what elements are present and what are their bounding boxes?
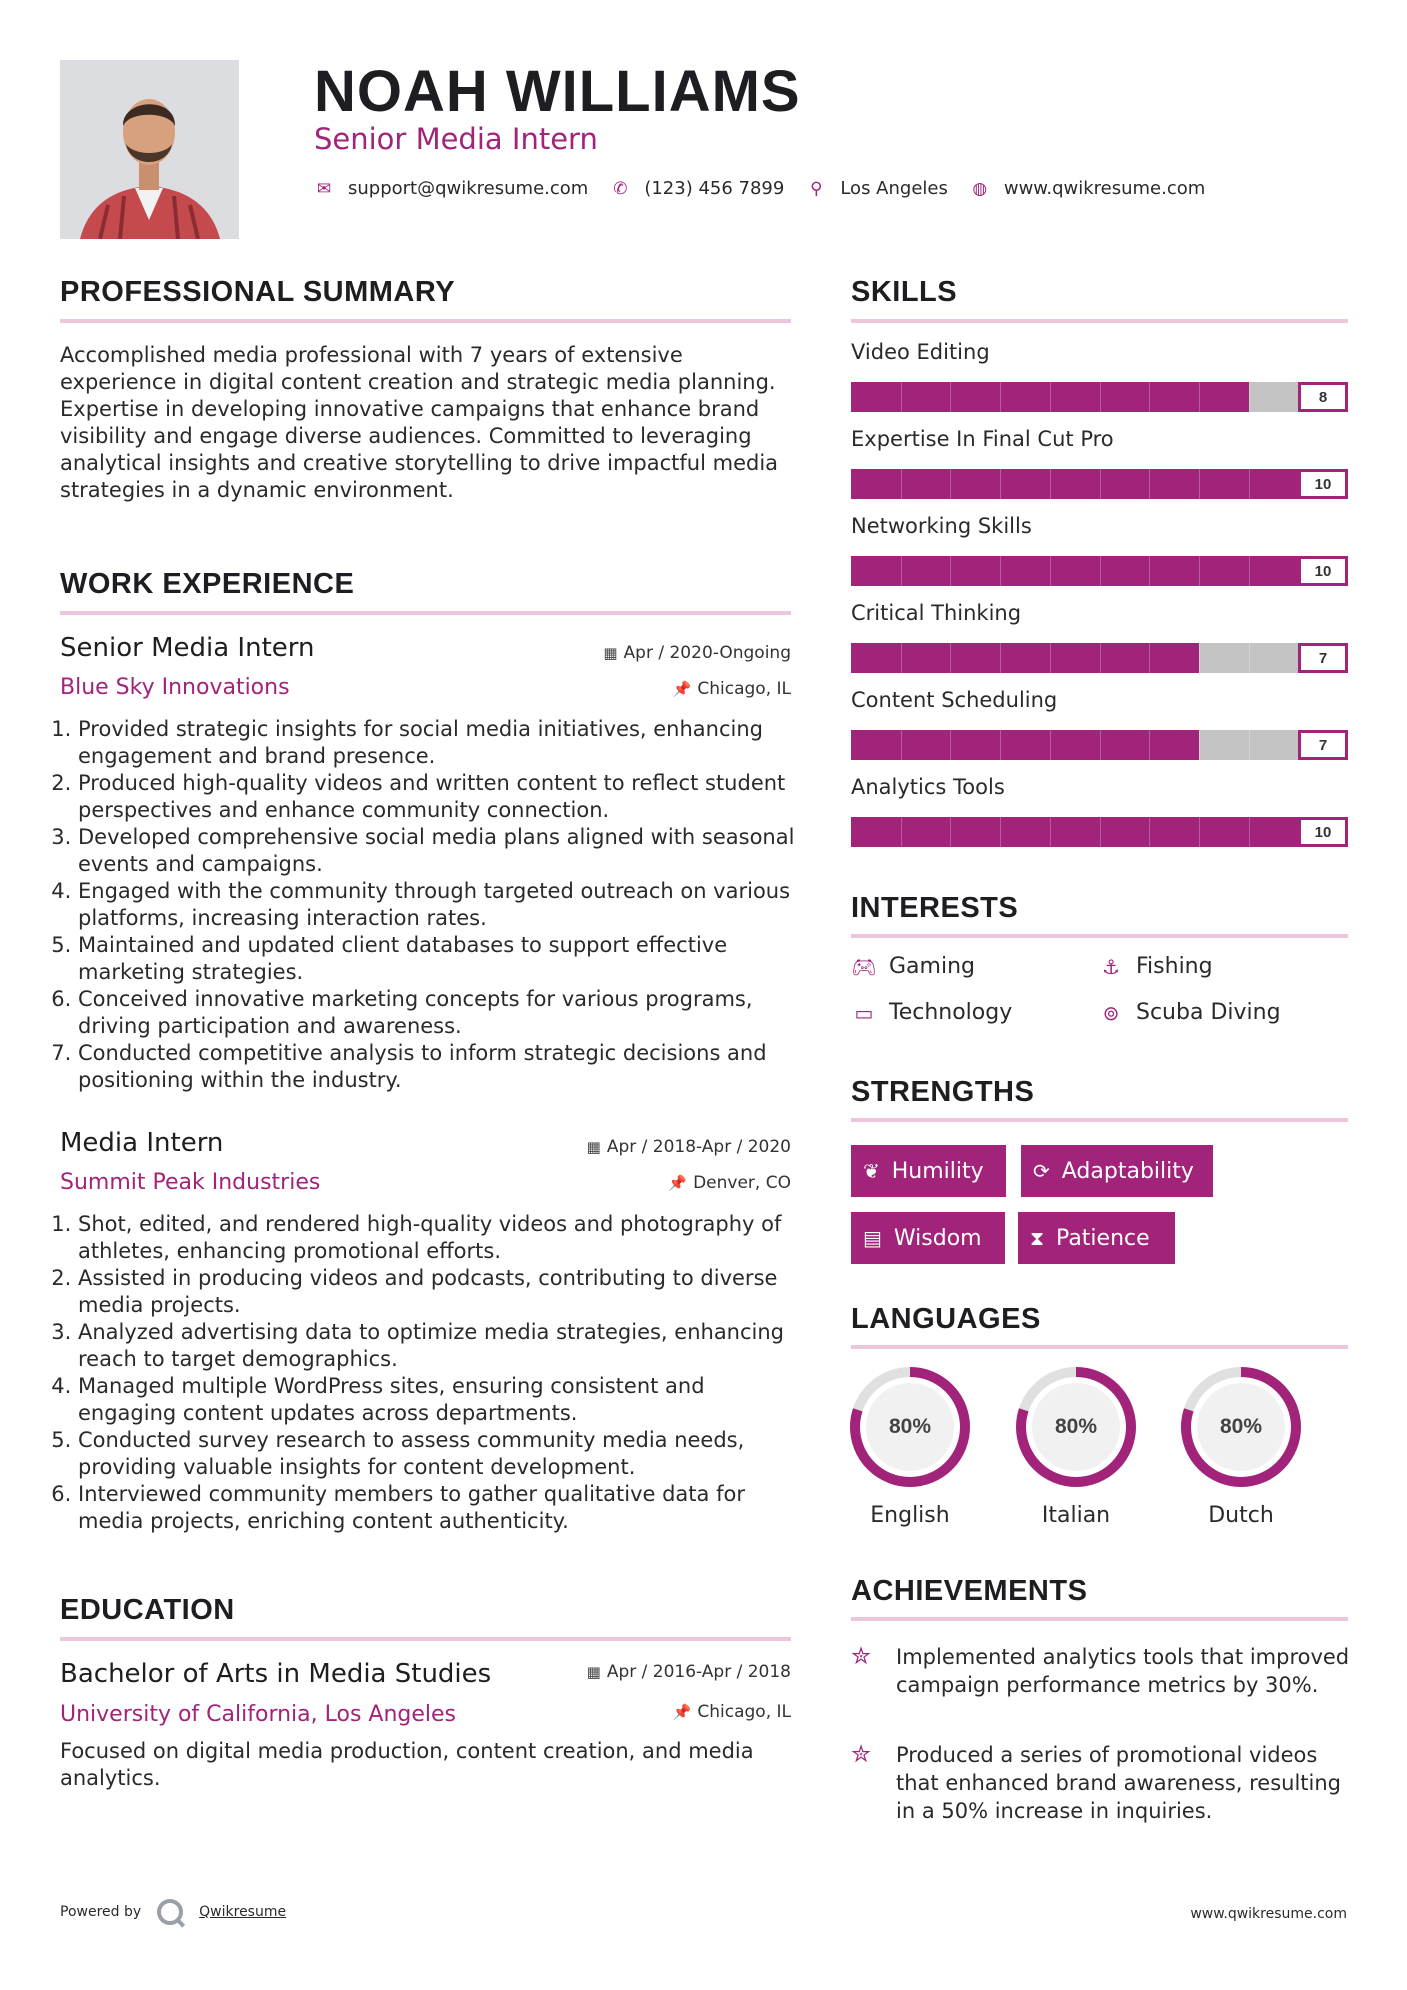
languages-divider	[851, 1345, 1348, 1349]
skill-bar-segment	[950, 469, 951, 499]
summary-divider	[60, 319, 791, 323]
skill-bar-segment	[1149, 817, 1150, 847]
skill-bar-segment	[1249, 730, 1250, 760]
skill-bar	[851, 469, 1348, 499]
skill-bar	[851, 817, 1348, 847]
achievements-heading: ACHIEVEMENTS	[851, 1575, 1088, 1607]
interest-item	[1098, 954, 1213, 979]
skill-bar-segment	[1000, 817, 1001, 847]
envelope-icon: ✉	[316, 178, 332, 199]
achievement-item: Produced a series of promotional videos that enhanced brand awareness, resulting in a 50% increase in inquiries.	[896, 1743, 1342, 1823]
skill-bar-segment	[1249, 643, 1250, 673]
skill-bar	[851, 730, 1348, 760]
interests-divider	[851, 934, 1348, 938]
skill-bar-segment	[1100, 556, 1101, 586]
interest-item	[851, 1000, 1012, 1025]
skill-bar	[851, 556, 1348, 586]
contact-location: Los Angeles	[840, 178, 948, 199]
skill-bar-segment	[1050, 469, 1051, 499]
candidate-name: NOAH WILLIAMS	[314, 59, 801, 124]
skill-name: Content Scheduling	[851, 688, 1058, 712]
skill-bar-segment	[1100, 643, 1101, 673]
skill-level-badge: 7	[1298, 730, 1348, 760]
job-location-text: Denver, CO	[693, 1173, 791, 1193]
skill-bar	[851, 643, 1348, 673]
profile-photo	[60, 60, 239, 239]
book-icon: ▤	[863, 1226, 882, 1250]
language-name: English	[870, 1503, 950, 1528]
strength-badge	[1018, 1212, 1175, 1264]
summary-text: Accomplished media professional with 7 years of extensive experience in digital content creation and strategic media planning. Expertise in developing innovative campaigns that enhance brand visibility and engage diverse audiences. Committed to leveraging analytical insights and creative storytelling to drive impactful media strategies in a dynamic environment.	[60, 343, 779, 502]
responsibility-item: 1. Provided strategic insights for social media initiatives, enhancing engagement and brand presence.	[78, 716, 795, 770]
strength-badge	[851, 1212, 1005, 1264]
degree-title: Bachelor of Arts in Media Studies	[60, 1659, 492, 1689]
strength-label: Adaptability	[1061, 1158, 1194, 1184]
job-date	[587, 1137, 791, 1157]
calendar-icon: ▦	[603, 644, 618, 662]
anchor-icon: ⚓︎	[1102, 954, 1120, 979]
skill-level-badge: 10	[1298, 469, 1348, 499]
education-heading: EDUCATION	[60, 1594, 235, 1626]
strength-label: Humility	[891, 1158, 984, 1184]
skill-bar-segment	[1000, 469, 1001, 499]
skill-bar-segment	[901, 730, 902, 760]
job-responsibilities	[60, 716, 795, 1094]
skill-bar-fill	[851, 730, 1199, 760]
powered-by-text: Powered by	[60, 1904, 142, 1920]
achievements-divider	[851, 1617, 1348, 1621]
skill-bar-segment	[1199, 469, 1200, 499]
leaf-icon: ❦	[863, 1159, 880, 1183]
skills-heading: SKILLS	[851, 276, 958, 308]
skill-name: Video Editing	[851, 340, 990, 364]
laptop-icon: ▭	[854, 1000, 874, 1025]
language-name: Italian	[1041, 1503, 1111, 1528]
skill-bar-segment	[1050, 643, 1051, 673]
skill-name: Expertise In Final Cut Pro	[851, 427, 1114, 451]
skill-bar-segment	[901, 817, 902, 847]
pushpin-icon: 📌	[672, 1703, 692, 1721]
skill-bar-segment	[950, 730, 951, 760]
interest-label: Fishing	[1136, 954, 1213, 979]
skill-bar-segment	[1000, 556, 1001, 586]
skill-bar-segment	[1100, 382, 1101, 412]
strengths-divider	[851, 1118, 1348, 1122]
skill-name: Critical Thinking	[851, 601, 1022, 625]
interest-item	[851, 954, 975, 979]
skill-bar-segment	[1149, 730, 1150, 760]
pushpin-icon: 📌	[672, 680, 692, 698]
job-company: Summit Peak Industries	[60, 1170, 321, 1195]
qwikresume-logo-icon	[157, 1899, 183, 1925]
responsibility-item: 6. Interviewed community members to gather qualitative data for media projects, enriching content authenticity.	[78, 1481, 795, 1535]
skill-name: Analytics Tools	[851, 775, 1005, 799]
skill-bar-fill	[851, 643, 1199, 673]
star-icon: ✮	[851, 1740, 872, 1768]
summary-heading: PROFESSIONAL SUMMARY	[60, 276, 456, 308]
skill-bar-segment	[950, 382, 951, 412]
phone-icon: ✆	[613, 178, 628, 199]
education-date-text: Apr / 2016-Apr / 2018	[606, 1662, 791, 1682]
education-location	[673, 1702, 791, 1722]
skill-bar-segment	[1249, 382, 1250, 412]
job-date-text: Apr / 2018-Apr / 2020	[606, 1137, 791, 1157]
responsibility-item: 3. Developed comprehensive social media plans aligned with seasonal events and campaigns.	[78, 824, 795, 878]
responsibility-item: 4. Engaged with the community through targeted outreach on various platforms, increasing interaction rates.	[78, 878, 795, 932]
language-percent: 80%	[888, 1415, 932, 1438]
language-percent: 80%	[1219, 1415, 1263, 1438]
experience-heading: WORK EXPERIENCE	[60, 568, 355, 600]
education-location-text: Chicago, IL	[697, 1702, 791, 1722]
job-location	[673, 679, 791, 699]
skill-level-badge: 8	[1298, 382, 1348, 412]
skill-bar-segment	[950, 643, 951, 673]
responsibility-item: 6. Conceived innovative marketing concepts for various programs, driving participation and awareness.	[78, 986, 795, 1040]
contact-website[interactable]: www.qwikresume.com	[1003, 178, 1206, 199]
job-location-text: Chicago, IL	[697, 679, 791, 699]
strength-label: Patience	[1056, 1225, 1150, 1251]
skill-bar-segment	[1249, 469, 1250, 499]
job-date-text: Apr / 2020-Ongoing	[623, 643, 791, 663]
skill-bar-segment	[1199, 643, 1200, 673]
hourglass-icon: ⧗	[1030, 1226, 1045, 1250]
job-location	[668, 1173, 791, 1193]
star-icon: ✮	[851, 1642, 872, 1670]
skill-name: Networking Skills	[851, 514, 1032, 538]
skill-bar-segment	[1249, 817, 1250, 847]
languages-heading: LANGUAGES	[851, 1303, 1041, 1335]
strength-label: Wisdom	[893, 1225, 982, 1251]
achievement-item: Implemented analytics tools that improved campaign performance metrics by 30%.	[896, 1645, 1350, 1697]
skill-bar-segment	[950, 817, 951, 847]
skill-bar-segment	[1100, 817, 1101, 847]
skill-bar-segment	[1149, 643, 1150, 673]
education-description: Focused on digital media production, content creation, and media analytics.	[60, 1739, 754, 1790]
skill-bar-segment	[1000, 382, 1001, 412]
experience-divider	[60, 611, 791, 615]
skill-bar-segment	[901, 643, 902, 673]
skill-bar-segment	[1199, 382, 1200, 412]
contact-bar	[314, 178, 1227, 199]
skill-bar-segment	[1000, 730, 1001, 760]
skill-bar-segment	[901, 556, 902, 586]
skill-bar-segment	[901, 382, 902, 412]
skill-level-badge: 10	[1298, 817, 1348, 847]
gamepad-icon: 🎮︎	[851, 954, 877, 979]
skill-bar-segment	[1149, 469, 1150, 499]
responsibility-item: 4. Managed multiple WordPress sites, ensuring consistent and engaging content updates across departments.	[78, 1373, 795, 1427]
contact-phone[interactable]: (123) 456 7899	[644, 178, 785, 199]
skill-bar-segment	[1249, 556, 1250, 586]
education-date	[587, 1662, 791, 1682]
job-title: Senior Media Intern	[60, 633, 315, 663]
skill-bar-segment	[1050, 817, 1051, 847]
candidate-role: Senior Media Intern	[314, 122, 598, 156]
footer-powered-by	[60, 1899, 286, 1925]
calendar-icon: ▦	[586, 1138, 601, 1156]
calendar-icon: ▦	[586, 1663, 601, 1681]
skill-bar-segment	[1149, 382, 1150, 412]
skill-bar-segment	[1100, 469, 1101, 499]
responsibility-item: 1. Shot, edited, and rendered high-quality videos and photography of athletes, enhancing promotional efforts.	[78, 1211, 795, 1265]
refresh-icon: ⟳	[1033, 1159, 1050, 1183]
skill-bar-segment	[1199, 730, 1200, 760]
responsibility-item: 2. Produced high-quality videos and written content to reflect student perspectives and enhance community connection.	[78, 770, 795, 824]
skill-bar-segment	[1050, 730, 1051, 760]
brand-link[interactable]: Qwikresume	[199, 1904, 287, 1920]
map-marker-icon: ⚲	[810, 178, 823, 199]
skill-bar-segment	[1149, 556, 1150, 586]
language-name: Dutch	[1208, 1503, 1274, 1528]
skill-bar-segment	[1050, 556, 1051, 586]
skill-bar-segment	[1000, 643, 1001, 673]
responsibility-item: 5. Conducted survey research to assess community media needs, providing valuable insights for content development.	[78, 1427, 795, 1481]
skill-level-badge: 7	[1298, 643, 1348, 673]
skill-bar-segment	[950, 556, 951, 586]
interest-label: Gaming	[889, 954, 975, 979]
skill-bar-segment	[1199, 817, 1200, 847]
interest-item	[1098, 1000, 1281, 1025]
job-responsibilities	[60, 1211, 795, 1535]
life-ring-icon: ⊚	[1102, 1000, 1120, 1025]
school-name: University of California, Los Angeles	[60, 1702, 457, 1727]
responsibility-item: 3. Analyzed advertising data to optimize media strategies, enhancing reach to target demographics.	[78, 1319, 795, 1373]
skill-bar-segment	[1199, 556, 1200, 586]
job-company: Blue Sky Innovations	[60, 675, 290, 700]
language-percent: 80%	[1054, 1415, 1098, 1438]
education-divider	[60, 1637, 791, 1641]
job-title: Media Intern	[60, 1128, 224, 1158]
responsibility-item: 2. Assisted in producing videos and podcasts, contributing to diverse media projects.	[78, 1265, 795, 1319]
contact-email[interactable]: support@qwikresume.com	[348, 178, 589, 199]
responsibility-item: 5. Maintained and updated client databases to support effective marketing strategies.	[78, 932, 795, 986]
skill-level-badge: 10	[1298, 556, 1348, 586]
skill-bar	[851, 382, 1348, 412]
skill-bar-segment	[901, 469, 902, 499]
skill-bar-segment	[1100, 730, 1101, 760]
responsibility-item: 7. Conducted competitive analysis to inform strategic decisions and positioning within the industry.	[78, 1040, 795, 1094]
pushpin-icon: 📌	[668, 1174, 688, 1192]
interests-heading: INTERESTS	[851, 892, 1019, 924]
strength-badge	[1021, 1145, 1213, 1197]
strength-badge	[851, 1145, 1006, 1197]
skills-divider	[851, 319, 1348, 323]
job-date	[603, 643, 791, 663]
strengths-heading: STRENGTHS	[851, 1076, 1035, 1108]
globe-icon: ◍	[972, 178, 988, 199]
skill-bar-segment	[1050, 382, 1051, 412]
interest-label: Technology	[889, 1000, 1013, 1025]
interest-label: Scuba Diving	[1136, 1000, 1281, 1025]
footer-website[interactable]: www.qwikresume.com	[1190, 1906, 1347, 1922]
